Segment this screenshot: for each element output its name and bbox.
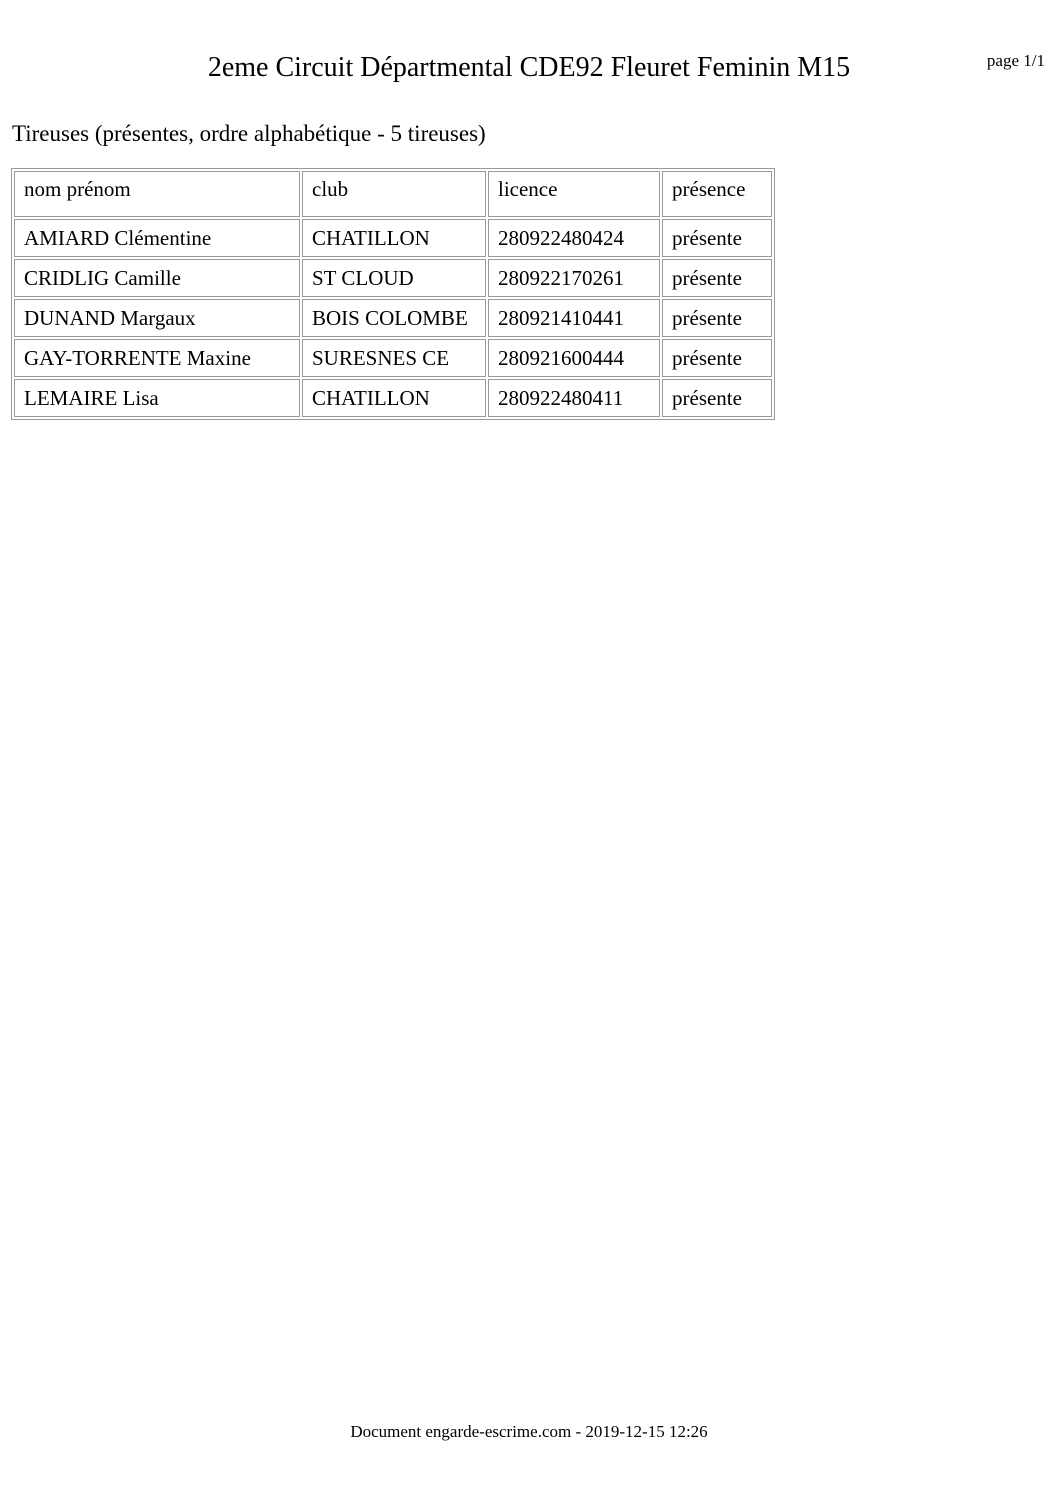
cell-club: CHATILLON [302,219,486,257]
column-header-presence: présence [662,171,772,217]
cell-name: GAY-TORRENTE Maxine [14,339,300,377]
cell-club: SURESNES CE [302,339,486,377]
cell-presence: présente [662,299,772,337]
cell-name: CRIDLIG Camille [14,259,300,297]
table-header-row [14,171,772,217]
cell-club: BOIS COLOMBE [302,299,486,337]
fencers-table [11,168,775,420]
table-row [14,299,772,337]
column-header-club: club [302,171,486,217]
cell-name: LEMAIRE Lisa [14,379,300,417]
cell-presence: présente [662,379,772,417]
cell-name: DUNAND Margaux [14,299,300,337]
table-row [14,259,772,297]
table-row [14,339,772,377]
cell-licence: 280921600444 [488,339,660,377]
cell-club: ST CLOUD [302,259,486,297]
column-header-name: nom prénom [14,171,300,217]
cell-licence: 280922480411 [488,379,660,417]
cell-presence: présente [662,219,772,257]
cell-name: AMIARD Clémentine [14,219,300,257]
section-subtitle: Tireuses (présentes, ordre alphabétique - 5 tireuses) [12,121,486,146]
page-title: 2eme Circuit Départmental CDE92 Fleuret Feminin M15 [207,52,851,83]
cell-presence: présente [662,339,772,377]
table-row [14,379,772,417]
cell-presence: présente [662,259,772,297]
cell-licence: 280922480424 [488,219,660,257]
cell-licence: 280921410441 [488,299,660,337]
document-footer: Document engarde-escrime.com - 2019-12-15 12:26 [350,1422,708,1441]
column-header-licence: licence [488,171,660,217]
table-row [14,219,772,257]
page-number: page 1/1 [986,51,1045,70]
cell-licence: 280922170261 [488,259,660,297]
cell-club: CHATILLON [302,379,486,417]
